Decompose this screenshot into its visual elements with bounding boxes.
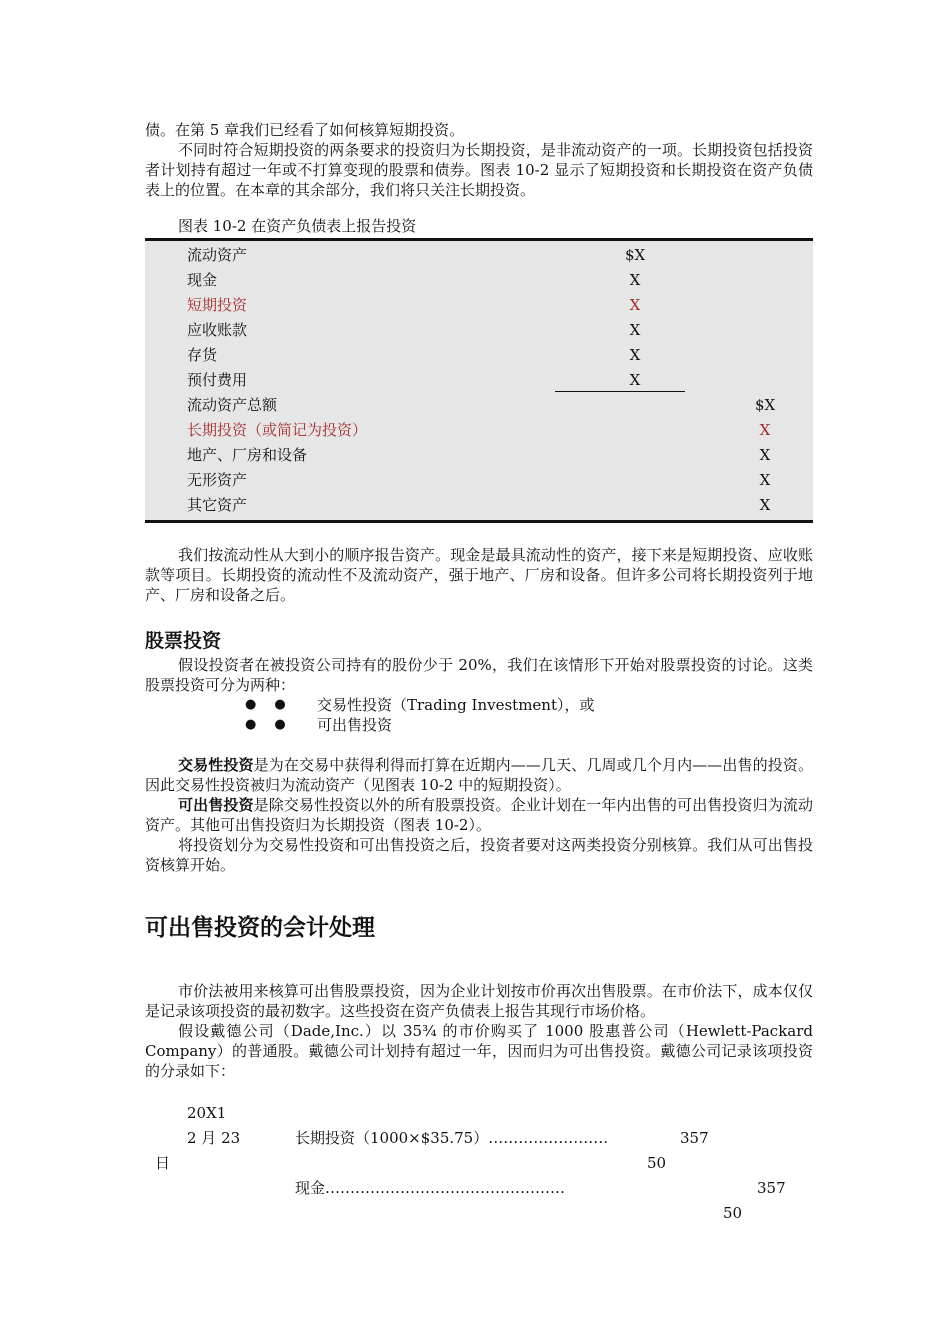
amount-col-2: X (759, 471, 771, 489)
section-heading-stock-investments: 股票投资 (145, 630, 222, 652)
paragraph-dade-example: 假设戴德公司（Dade,Inc.）以 35¾ 的市价购买了 1000 股惠普公司（Hewlett-Packard Company）的普通股。戴德公司计划持有超过一年，因而归为可出售投资。戴德公司记录该项投资的分录如下： (145, 1022, 813, 1080)
table-row (145, 343, 813, 368)
paragraph-continuation: 债。在第 5 章我们已经看了如何核算短期投资。 (145, 121, 465, 139)
document-page (145, 120, 813, 1223)
row-label: 应收账款 (187, 321, 248, 339)
list-item (145, 715, 813, 735)
row-label: 长期投资（或简记为投资） (187, 421, 368, 439)
row-label: 流动资产总额 (187, 396, 278, 414)
table-row (145, 443, 813, 468)
list-item-text: 交易性投资（Trading Investment），或 (317, 696, 595, 714)
amount-col-1: X (629, 371, 641, 389)
row-label: 无形资产 (187, 471, 248, 489)
journal-date-suffix: 日 (155, 1154, 171, 1172)
figure-caption: 图表 10-2 在资产负债表上报告投资 (178, 217, 417, 235)
amount-col-1: X (629, 321, 641, 339)
amount-col-2: $X (755, 396, 776, 414)
table-row (145, 243, 813, 268)
list-item (145, 695, 813, 715)
list-item-text: 可出售投资 (317, 716, 393, 734)
table-row-highlight (145, 293, 813, 318)
journal-year: 20X1 (187, 1104, 227, 1122)
amount-col-1: X (629, 271, 641, 289)
paragraph-stock-intro: 假设投资者在被投资公司持有的股份少于 20%，我们在该情形下开始对股票投资的讨论。这类股票投资可分为两种： (145, 656, 813, 694)
term-trading-investment: 交易性投资 (178, 756, 254, 774)
journal-entry (145, 1103, 813, 1223)
row-label: 预付费用 (187, 371, 248, 389)
amount-col-1: X (629, 296, 641, 314)
amount-col-1: X (629, 346, 641, 364)
journal-credit-amount: 357 (757, 1179, 786, 1197)
paragraph-long-term-definition: 不同时符合短期投资的两条要求的投资归为长期投资，是非流动资产的一项。长期投资包括投资者计划持有超过一年或不打算变现的股票和债券。图表 10-2 显示了短期投资和长期投资在资产负债表上的位置。在本章的其余部分，我们将只关注长期投资。 (145, 141, 813, 199)
investment-type-list (145, 695, 813, 735)
amount-col-1: $X (625, 246, 646, 264)
definition-text: 是除交易性投资以外的所有股票投资。企业计划在一年内出售的可出售投资归为流动资产。其他可出售投资归为长期投资（图表 10-2）。 (145, 796, 813, 834)
table-row (145, 393, 813, 418)
table-row (145, 368, 813, 393)
amount-col-2: X (759, 446, 771, 464)
journal-credit-account: 现金………………………………………… (295, 1179, 566, 1197)
definition-text: 是为在交易中获得利得而打算在近期内——几天、几周或几个月内——出售的投资。因此交易性投资被归为流动资产（见图表 10-2 中的短期投资）。 (145, 756, 813, 794)
paragraph-classification: 将投资划分为交易性投资和可出售投资之后，投资者要对这两类投资分别核算。我们从可出售投资核算开始。 (145, 836, 813, 874)
subtotal-underline (555, 391, 685, 392)
row-label: 短期投资 (187, 296, 248, 314)
paragraph-market-value-method: 市价法被用来核算可出售股票投资，因为企业计划按市价再次出售股票。在市价法下，成本仅仅是记录该项投资的最初数字。这些投资在资产负债表上报告其现行市场价格。 (145, 982, 813, 1020)
paragraph-trading-investment (145, 755, 813, 795)
amount-col-2: X (759, 421, 771, 439)
row-label: 存货 (187, 346, 218, 364)
row-label: 现金 (187, 271, 218, 289)
row-label: 其它资产 (187, 496, 248, 514)
amount-col-2: X (759, 496, 771, 514)
table-row (145, 493, 813, 518)
table-row (145, 268, 813, 293)
journal-debit-account: 长期投资（1000×$35.75）…………………… (295, 1129, 609, 1147)
bullet-icon: ●● (245, 717, 304, 732)
bullet-icon: ●● (245, 697, 304, 712)
term-available-for-sale: 可出售投资 (178, 796, 254, 814)
balance-sheet-figure (145, 238, 813, 523)
journal-date: 2 月 23 (187, 1129, 241, 1147)
journal-debit-amount: 357 (680, 1129, 709, 1147)
journal-debit-amount-cont: 50 (647, 1154, 667, 1172)
paragraph-available-for-sale (145, 795, 813, 835)
row-label: 地产、厂房和设备 (187, 446, 308, 464)
journal-credit-amount-cont: 50 (723, 1204, 743, 1222)
table-row (145, 468, 813, 493)
row-label: 流动资产 (187, 246, 248, 264)
table-row-highlight (145, 418, 813, 443)
paragraph-liquidity: 我们按流动性从大到小的顺序报告资产。现金是最具流动性的资产，接下来是短期投资、应收账款等项目。长期投资的流动性不及流动资产，强于地产、厂房和设备。但许多公司将长期投资列于地产、厂房和设备之后。 (145, 546, 813, 604)
table-row (145, 318, 813, 343)
section-heading-accounting: 可出售投资的会计处理 (145, 915, 375, 941)
